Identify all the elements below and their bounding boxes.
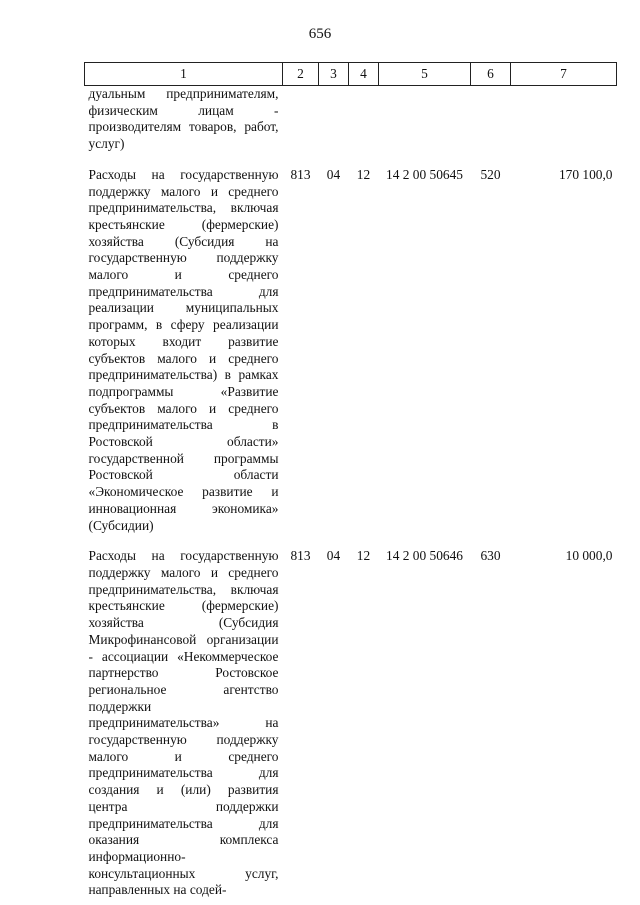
table-row: [85, 167, 617, 534]
column-header-4: 4: [349, 63, 379, 86]
column-header-5: 5: [379, 63, 471, 86]
row-section-code: 04: [326, 166, 341, 182]
column-header-2: 2: [283, 63, 319, 86]
table-header: [85, 63, 617, 86]
row-target-article: 14 2 00 50645: [386, 166, 463, 182]
column-header-7: 7: [511, 63, 617, 86]
column-header-1: 1: [85, 63, 283, 86]
row-amount: 170 100,0: [558, 166, 613, 182]
table-row-continuation: [85, 86, 617, 153]
table-row: [85, 548, 617, 899]
page-number: 656: [308, 26, 332, 42]
row-subsection-code: 12: [356, 166, 371, 182]
row-ministry-code: 813: [290, 548, 311, 564]
continuation-description: дуальным предпринимателям, физическим лицам - производителям товаров, работ, услуг): [88, 86, 279, 152]
row-section-code: 04: [326, 548, 341, 564]
row-target-article: 14 2 00 50646: [386, 548, 463, 564]
row-description: Расходы на государственную поддержку малого и среднего предпринимательства, включая крестьянские (фермерские) хозяйства (Субсидия на государственную поддержку малого и среднего предпринимательства для реализации муниципальных программ, в сферу реализации которых входит развитие субъектов малого и среднего предпринимательства) в рамках подпрограммы «Развитие субъектов малого и среднего предпринимательства в Ростовской области» государственной программы Ростовской области «Экономическое развитие и инновационная экономика» (Субсидии): [88, 166, 279, 533]
budget-table: [84, 62, 617, 899]
row-amount: 10 000,0: [565, 548, 613, 564]
column-header-3: 3: [319, 63, 349, 86]
row-expense-type: 630: [480, 548, 501, 564]
column-header-6: 6: [471, 63, 511, 86]
row-expense-type: 520: [480, 166, 501, 182]
row-ministry-code: 813: [290, 166, 311, 182]
row-description: Расходы на государственную поддержку малого и среднего предпринимательства, включая крестьянские (фермерские) хозяйства (Субсидия Микрофинансовой организации - ассоциации «Некоммерческое партнерство Ростовское региональное агентство поддержки предпринимательства» на государственную поддержку малого и среднего предпринимательства для создания и (или) развития центра поддержки предпринимательства для оказания комплекса информационно-консультационных услуг, направленных на содей-: [88, 548, 279, 898]
row-subsection-code: 12: [356, 548, 371, 564]
